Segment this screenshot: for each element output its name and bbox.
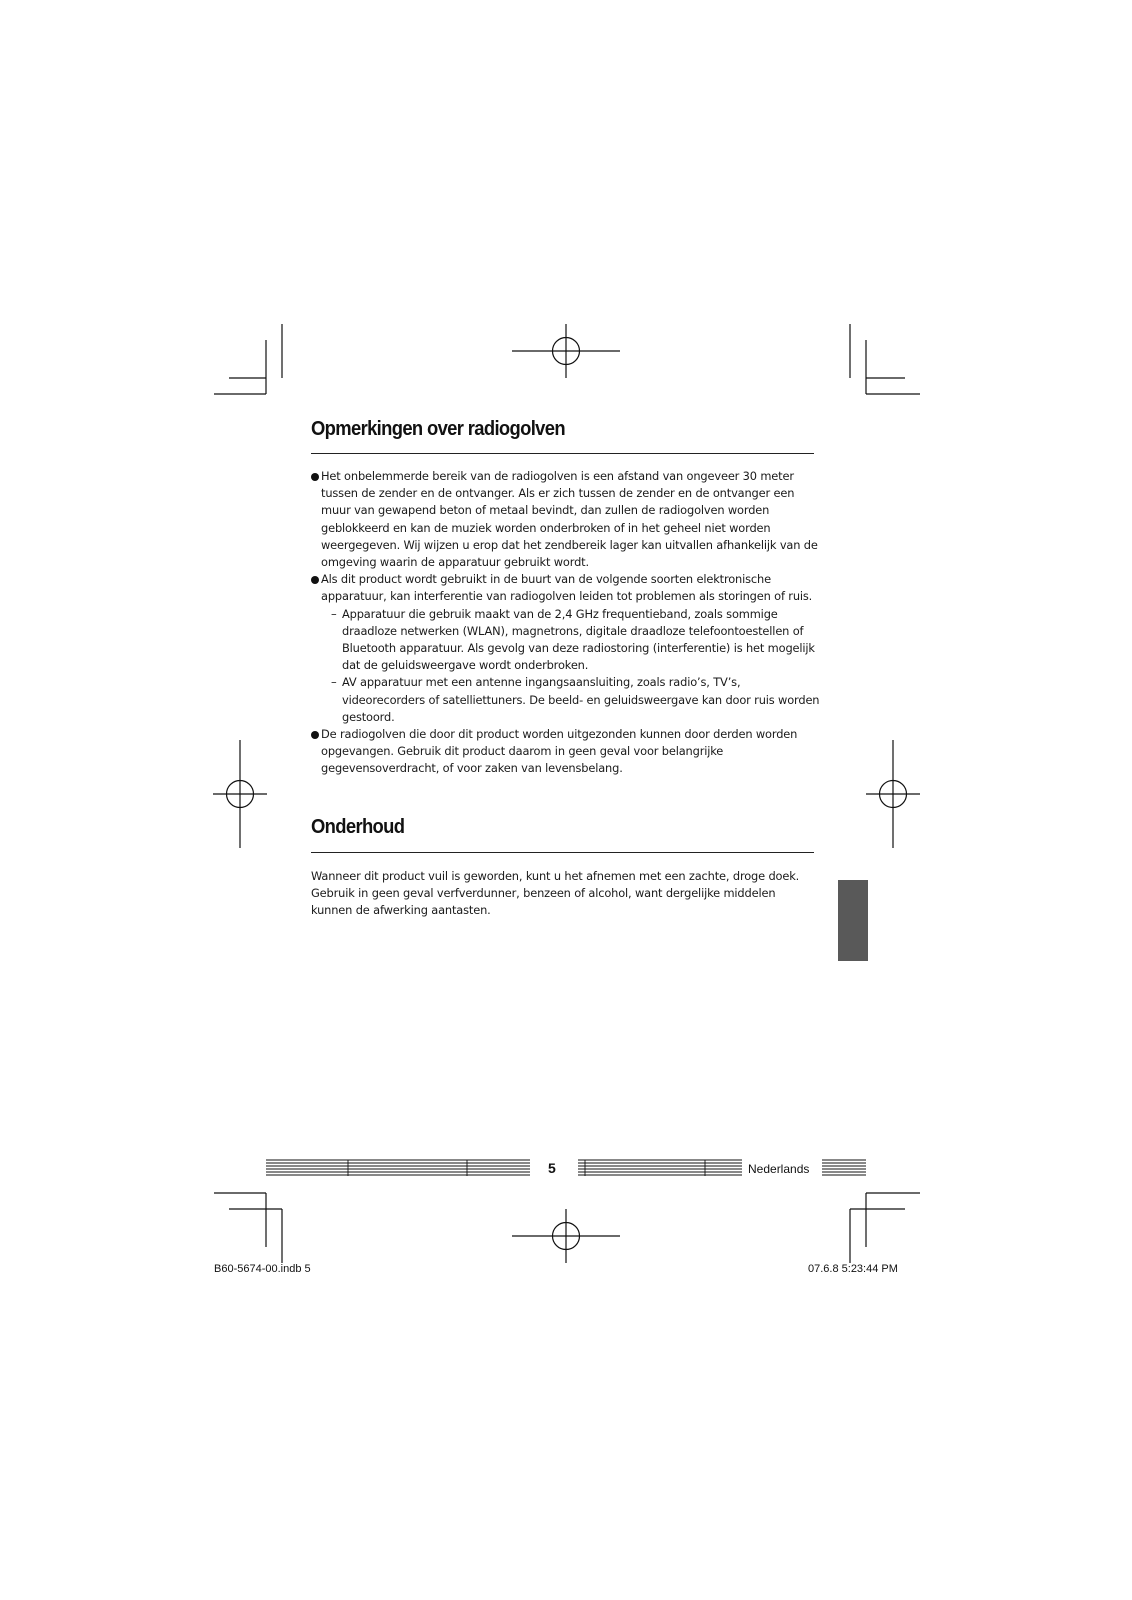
footer-language-label: Nederlands bbox=[748, 1162, 810, 1176]
registration-mark-right bbox=[866, 740, 920, 848]
footer-rule-left bbox=[266, 1160, 530, 1176]
crop-mark-top-left bbox=[214, 324, 282, 394]
slug-file-name: B60-5674-00.indb 5 bbox=[214, 1263, 311, 1275]
registration-mark-bottom bbox=[512, 1209, 620, 1263]
radio-waves-bullet-list bbox=[311, 468, 821, 778]
sub-item bbox=[331, 606, 821, 675]
interference-sublist bbox=[321, 606, 821, 726]
section-title-maintenance: Onderhoud bbox=[311, 816, 405, 838]
bullet-text: De radiogolven die door dit product worden uitgezonden kunnen door derden worden opgevangen. Gebruik dit product daarom in geen geval voor belangrijke gegevensoverdracht, of voor zaken van levensbelang. bbox=[321, 727, 798, 776]
crop-mark-bottom-right bbox=[850, 1193, 920, 1263]
slug-date-time: 07.6.8 5:23:44 PM bbox=[808, 1263, 898, 1275]
registration-mark-top bbox=[512, 324, 620, 378]
bullet-item bbox=[311, 468, 821, 571]
page-number: 5 bbox=[548, 1160, 556, 1176]
bullet-item bbox=[311, 571, 821, 726]
crop-mark-top-right bbox=[850, 324, 920, 394]
section-title-radio-waves: Opmerkingen over radiogolven bbox=[311, 418, 565, 440]
section-divider-radio-waves bbox=[311, 453, 814, 454]
crop-mark-bottom-left bbox=[214, 1193, 282, 1263]
section-divider-maintenance bbox=[311, 852, 814, 853]
footer-rule-middle bbox=[578, 1160, 742, 1176]
bullet-text: Als dit product wordt gebruikt in de buurt van de volgende soorten elektronische apparatuur, kan interferentie van radiogolven leiden tot problemen als storingen of ruis. bbox=[321, 572, 813, 604]
language-thumb-tab bbox=[838, 880, 868, 961]
bullet-text: Het onbelemmerde bereik van de radiogolven is een afstand van ongeveer 30 meter tussen de zender en de ontvanger. Als er zich tussen de zender en de ontvanger een muur van gewapend beton of metaal bevindt, dan zullen de radiogolven worden geblokkeerd en kan de muziek worden onderbroken of in het geheel niet worden weergegeven. Wij wijzen u erop dat het zendbereik lager kan uitvallen afhankelijk van de omgeving waarin de apparatuur gebruikt wordt. bbox=[321, 469, 818, 570]
sub-item-text: Apparatuur die gebruik maakt van de 2,4 GHz frequentieband, zoals sommige draadloze netwerken (WLAN), magnetrons, digitale draadloze telefoontoestellen of Bluetooth apparatuur. Als gevolg van deze radiostoring (interferentie) is het mogelijk dat de geluidsweergave wordt onderbroken. bbox=[342, 606, 815, 673]
footer-rule-right bbox=[822, 1160, 866, 1175]
registration-mark-left bbox=[213, 740, 267, 848]
sub-item bbox=[331, 674, 821, 726]
maintenance-paragraph: Wanneer dit product vuil is geworden, kunt u het afnemen met een zachte, droge doek. Gebruik in geen geval verfverdunner, benzeen of alcohol, want dergelijke middelen kunnen de afwerking aantasten. bbox=[311, 869, 800, 918]
sub-item-text: AV apparatuur met een antenne ingangsaansluiting, zoals radio’s, TV’s, videorecorders of satelliettuners. De beeld- en geluidsweergave kan door ruis worden gestoord. bbox=[342, 675, 820, 724]
bullet-item bbox=[311, 726, 821, 778]
